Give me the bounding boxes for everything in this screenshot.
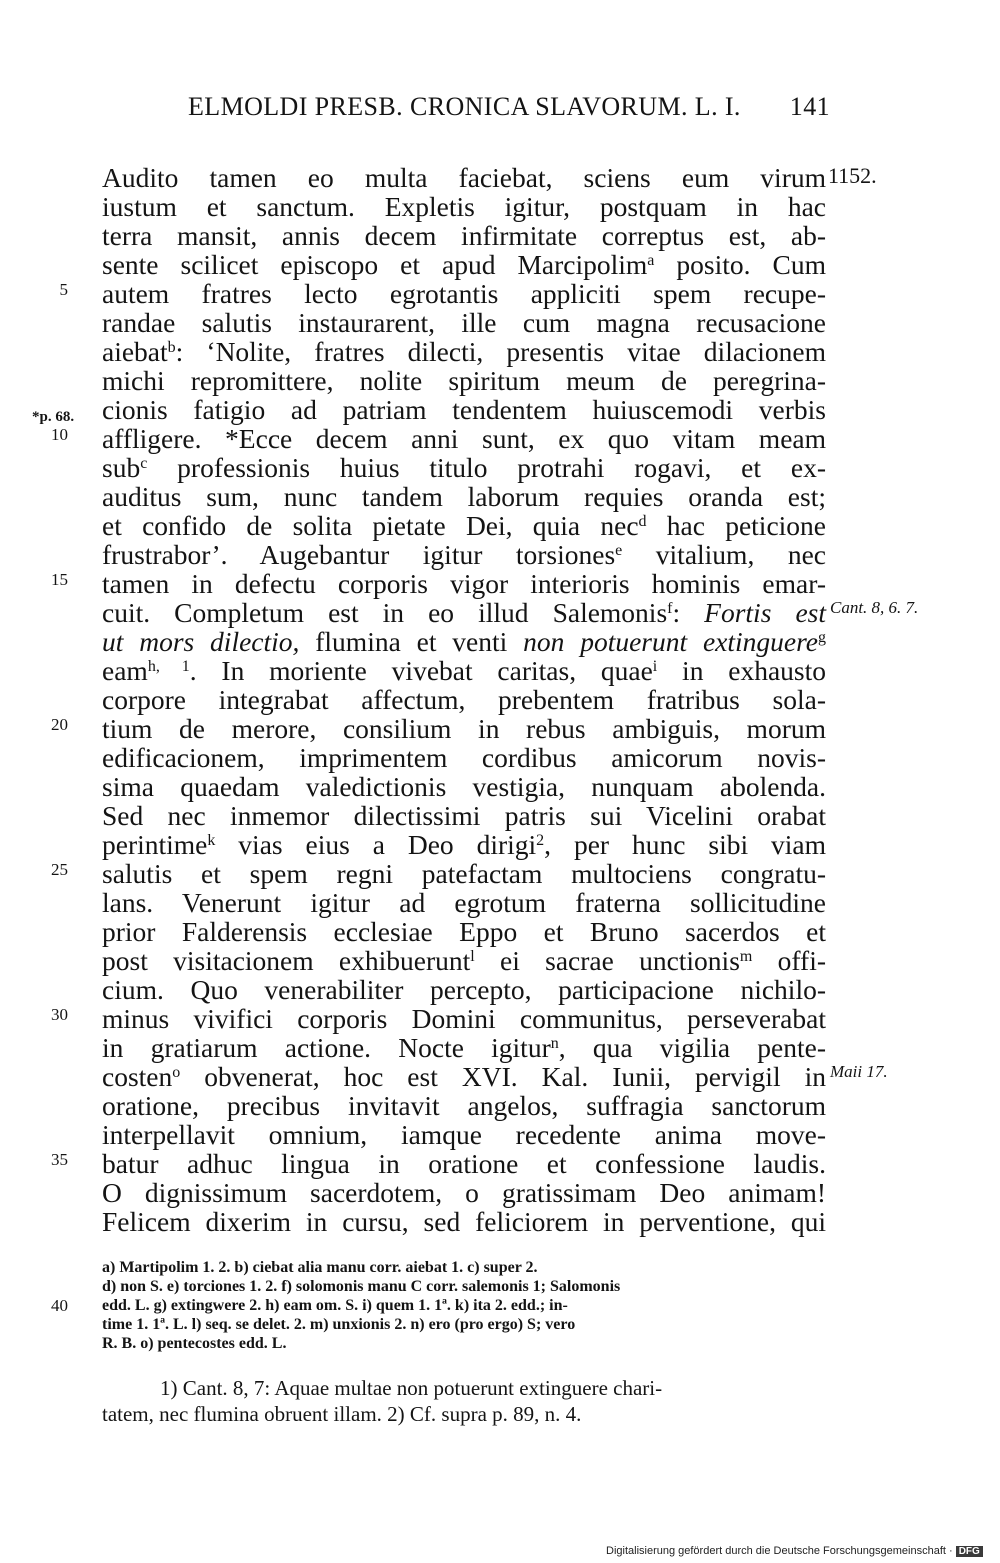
text-segment: edificacionem, imprimentem cordibus amicorum novis- bbox=[102, 742, 826, 773]
dfg-logo-icon: DFG bbox=[956, 1546, 983, 1557]
text-line bbox=[102, 453, 826, 482]
text-line bbox=[102, 569, 826, 598]
text-segment: Felicem dixerim in cursu, sed feliciorem in perventione, qui bbox=[102, 1206, 826, 1237]
text-segment: randae salutis instaurarent, ille cum magna recusacione bbox=[102, 307, 826, 338]
text-line bbox=[102, 1178, 826, 1207]
footnote-mark: a bbox=[647, 252, 655, 269]
text-line bbox=[102, 685, 826, 714]
line-number: 30 bbox=[51, 1005, 68, 1024]
text-line bbox=[102, 946, 826, 975]
text-segment: in exhausto bbox=[657, 655, 827, 686]
text-segment: ei sacrae unctionis bbox=[474, 945, 740, 976]
text-segment: ut mors dilectio, bbox=[102, 626, 300, 657]
text-line bbox=[102, 1149, 826, 1178]
text-line bbox=[102, 743, 826, 772]
text-segment: sente scilicet episcopo et apud Marcipolim bbox=[102, 249, 648, 280]
footnote-mark: 2 bbox=[536, 832, 545, 849]
text-line bbox=[102, 772, 826, 801]
text-line bbox=[102, 337, 826, 366]
footnote-mark: o bbox=[172, 1064, 181, 1081]
footnote-mark: k bbox=[207, 832, 216, 849]
apparatus-line: R. B. o) pentecostes edd. L. bbox=[102, 1335, 287, 1352]
text-line bbox=[102, 830, 826, 859]
text-segment: , per hunc sibi viam bbox=[544, 829, 826, 860]
text-segment: terra mansit, annis decem infirmitate correptus est, ab- bbox=[102, 220, 826, 251]
text-line bbox=[102, 511, 826, 540]
apparatus-line: time 1. 1ª. L. l) seq. se delet. 2. m) unxionis 2. n) ero (pro ergo) S; vero bbox=[102, 1316, 576, 1333]
footnote-mark: i bbox=[652, 658, 658, 675]
text-segment: auditus sum, nunc tandem laborum requies oranda est; bbox=[102, 481, 826, 512]
text-segment: O dignissimum sacerdotem, o gratissimam Deo animam! bbox=[102, 1177, 826, 1208]
text-line bbox=[102, 656, 826, 685]
text-segment: corpore integrabat affectum, prebentem fratribus sola- bbox=[102, 684, 826, 715]
text-segment: cium. Quo venerabiliter percepto, participacione nichilo- bbox=[102, 974, 826, 1005]
text-segment: Audito tamen eo multa faciebat, sciens eum virum bbox=[102, 162, 826, 193]
text-segment: flumina et venti bbox=[299, 626, 524, 657]
apparatus-line: edd. L. g) extingwere 2. h) eam om. S. i) quem 1. 1ª. k) ita 2. edd.; in- bbox=[102, 1297, 568, 1314]
text-segment: autem fratres lecto egrotantis appliciti spem recupe- bbox=[102, 278, 826, 309]
text-line bbox=[102, 1207, 826, 1236]
margin-reference-date: Maii 17. bbox=[830, 1062, 888, 1081]
text-segment: : bbox=[672, 597, 705, 628]
line-number: 10 bbox=[51, 425, 68, 444]
apparatus-line-number: 40 bbox=[51, 1296, 68, 1315]
line-number: 5 bbox=[59, 280, 68, 299]
footnote-mark: e bbox=[615, 542, 623, 559]
text-line bbox=[102, 192, 826, 221]
text-segment: cionis fatigio ad patriam tendentem huiuscemodi verbis bbox=[102, 394, 826, 425]
margin-year: 1152. bbox=[828, 163, 877, 188]
source-note-line: 1) Cant. 8, 7: Aquae multae non potuerunt extinguere chari- bbox=[160, 1376, 663, 1400]
text-segment: obvenerat, hoc est XVI. Kal. Iunii, pervigil in bbox=[180, 1061, 826, 1092]
text-segment: batur adhuc lingua in oratione et confessione laudis. bbox=[102, 1148, 826, 1179]
running-title: ELMOLDI PRESB. CRONICA SLAVORUM. L. I. bbox=[188, 92, 741, 121]
text-line bbox=[102, 540, 826, 569]
text-segment: , qua vigilia pente- bbox=[558, 1032, 826, 1063]
text-line bbox=[102, 221, 826, 250]
running-header bbox=[188, 92, 830, 132]
text-line bbox=[102, 859, 826, 888]
footnote-mark: h, 1 bbox=[147, 658, 190, 675]
text-line bbox=[102, 250, 826, 279]
footnote-mark: f bbox=[667, 600, 673, 617]
text-line bbox=[102, 395, 826, 424]
text-line bbox=[102, 714, 826, 743]
text-line bbox=[102, 482, 826, 511]
text-segment: tamen in defectu corporis vigor interioris hominis emar- bbox=[102, 568, 826, 599]
text-segment: cuit. Completum est in eo illud Salemonis bbox=[102, 597, 668, 628]
text-segment: frustrabor’. Augebantur igitur torsiones bbox=[102, 539, 616, 570]
text-segment: iustum et sanctum. Expletis igitur, postquam in hac bbox=[102, 191, 826, 222]
text-line bbox=[102, 1033, 826, 1062]
text-line bbox=[102, 424, 826, 453]
text-segment: aiebat bbox=[102, 336, 168, 367]
text-segment: in gratiarum actione. Nocte igitur bbox=[102, 1032, 551, 1063]
text-segment: oratione, precibus invitavit angelos, suffragia sanctorum bbox=[102, 1090, 826, 1121]
text-segment: prior Falderensis ecclesiae Eppo et Bruno sacerdos et bbox=[102, 916, 826, 947]
text-segment: lans. Venerunt igitur ad egrotum fraterna sollicitudine bbox=[102, 887, 826, 918]
text-segment: offi- bbox=[752, 945, 826, 976]
text-line bbox=[102, 1120, 826, 1149]
line-number: 35 bbox=[51, 1150, 68, 1169]
apparatus-line: a) Martipolim 1. 2. b) ciebat alia manu corr. aiebat 1. c) super 2. bbox=[102, 1259, 538, 1276]
text-segment: salutis et spem regni patefactam multociens congratu- bbox=[102, 858, 826, 889]
margin-edition-page: *p. 68. bbox=[32, 409, 75, 425]
text-segment: perintime bbox=[102, 829, 208, 860]
text-segment: Fortis est bbox=[704, 597, 826, 628]
text-line bbox=[102, 1091, 826, 1120]
line-number: 25 bbox=[51, 860, 68, 879]
source-note-line: tatem, nec flumina obruent illam. 2) Cf. supra p. 89, n. 4. bbox=[102, 1402, 582, 1426]
text-line bbox=[102, 888, 826, 917]
text-segment: minus vivifici corporis Domini communitus, perseverabat bbox=[102, 1003, 826, 1034]
text-segment: . In moriente vivebat caritas, quae bbox=[189, 655, 653, 686]
text-line bbox=[102, 308, 826, 337]
text-line bbox=[102, 917, 826, 946]
text-line bbox=[102, 1062, 826, 1091]
line-number: 15 bbox=[51, 570, 68, 589]
text-line bbox=[102, 163, 826, 192]
text-segment: vias eius a Deo dirigi bbox=[215, 829, 537, 860]
footnote-mark: b bbox=[167, 339, 176, 356]
text-segment: affligere. *Ecce decem anni sunt, ex quo vitam meam bbox=[102, 423, 826, 454]
text-segment: interpellavit omnium, iamque recedente anima move- bbox=[102, 1119, 826, 1150]
text-segment: costen bbox=[102, 1061, 173, 1092]
text-segment: sima quaedam valedictionis vestigia, nunquam abolenda. bbox=[102, 771, 826, 802]
text-line bbox=[102, 801, 826, 830]
text-segment: : ‘Nolite, fratres dilecti, presentis vitae dilacionem bbox=[175, 336, 826, 367]
text-segment: hac peticione bbox=[646, 510, 827, 541]
footnote-mark: c bbox=[140, 455, 148, 472]
line-number: 20 bbox=[51, 715, 68, 734]
text-segment: sub bbox=[102, 452, 141, 483]
text-line bbox=[102, 627, 826, 656]
text-line bbox=[102, 598, 826, 627]
footnote-mark: g bbox=[818, 629, 826, 646]
text-line bbox=[102, 975, 826, 1004]
text-segment: non potuerunt extinguere bbox=[523, 626, 818, 657]
footnote-mark: n bbox=[550, 1035, 559, 1052]
text-segment: tium de merore, consilium in rebus ambiguis, morum bbox=[102, 713, 826, 744]
text-segment: professionis huius titulo protrahi rogavi, et ex- bbox=[147, 452, 826, 483]
text-line bbox=[102, 279, 826, 308]
text-line bbox=[102, 1004, 826, 1033]
margin-reference-cant: Cant. 8, 6. 7. bbox=[830, 598, 919, 617]
footnote-mark: d bbox=[638, 513, 647, 530]
text-segment: post visitacionem exhibuerunt bbox=[102, 945, 471, 976]
footnote-mark: l bbox=[470, 948, 475, 965]
text-segment: vitalium, nec bbox=[622, 539, 826, 570]
digitization-credit bbox=[606, 1545, 983, 1557]
apparatus-line: d) non S. e) torciones 1. 2. f) solomonis manu C corr. salemonis 1; Salomonis bbox=[102, 1278, 621, 1295]
text-line bbox=[102, 366, 826, 395]
page-number: 141 bbox=[789, 92, 830, 121]
text-segment: michi repromittere, nolite spiritum meum de peregrina- bbox=[102, 365, 826, 396]
text-segment: eam bbox=[102, 655, 148, 686]
credit-text: Digitalisierung gefördert durch die Deutsche Forschungsgemeinschaft · bbox=[606, 1545, 953, 1557]
text-segment: posito. Cum bbox=[654, 249, 827, 280]
text-segment: Sed nec inmemor dilectissimi patris sui Vicelini orabat bbox=[102, 800, 826, 831]
footnote-mark: m bbox=[739, 948, 753, 965]
text-segment: et confido de solita pietate Dei, quia nec bbox=[102, 510, 639, 541]
